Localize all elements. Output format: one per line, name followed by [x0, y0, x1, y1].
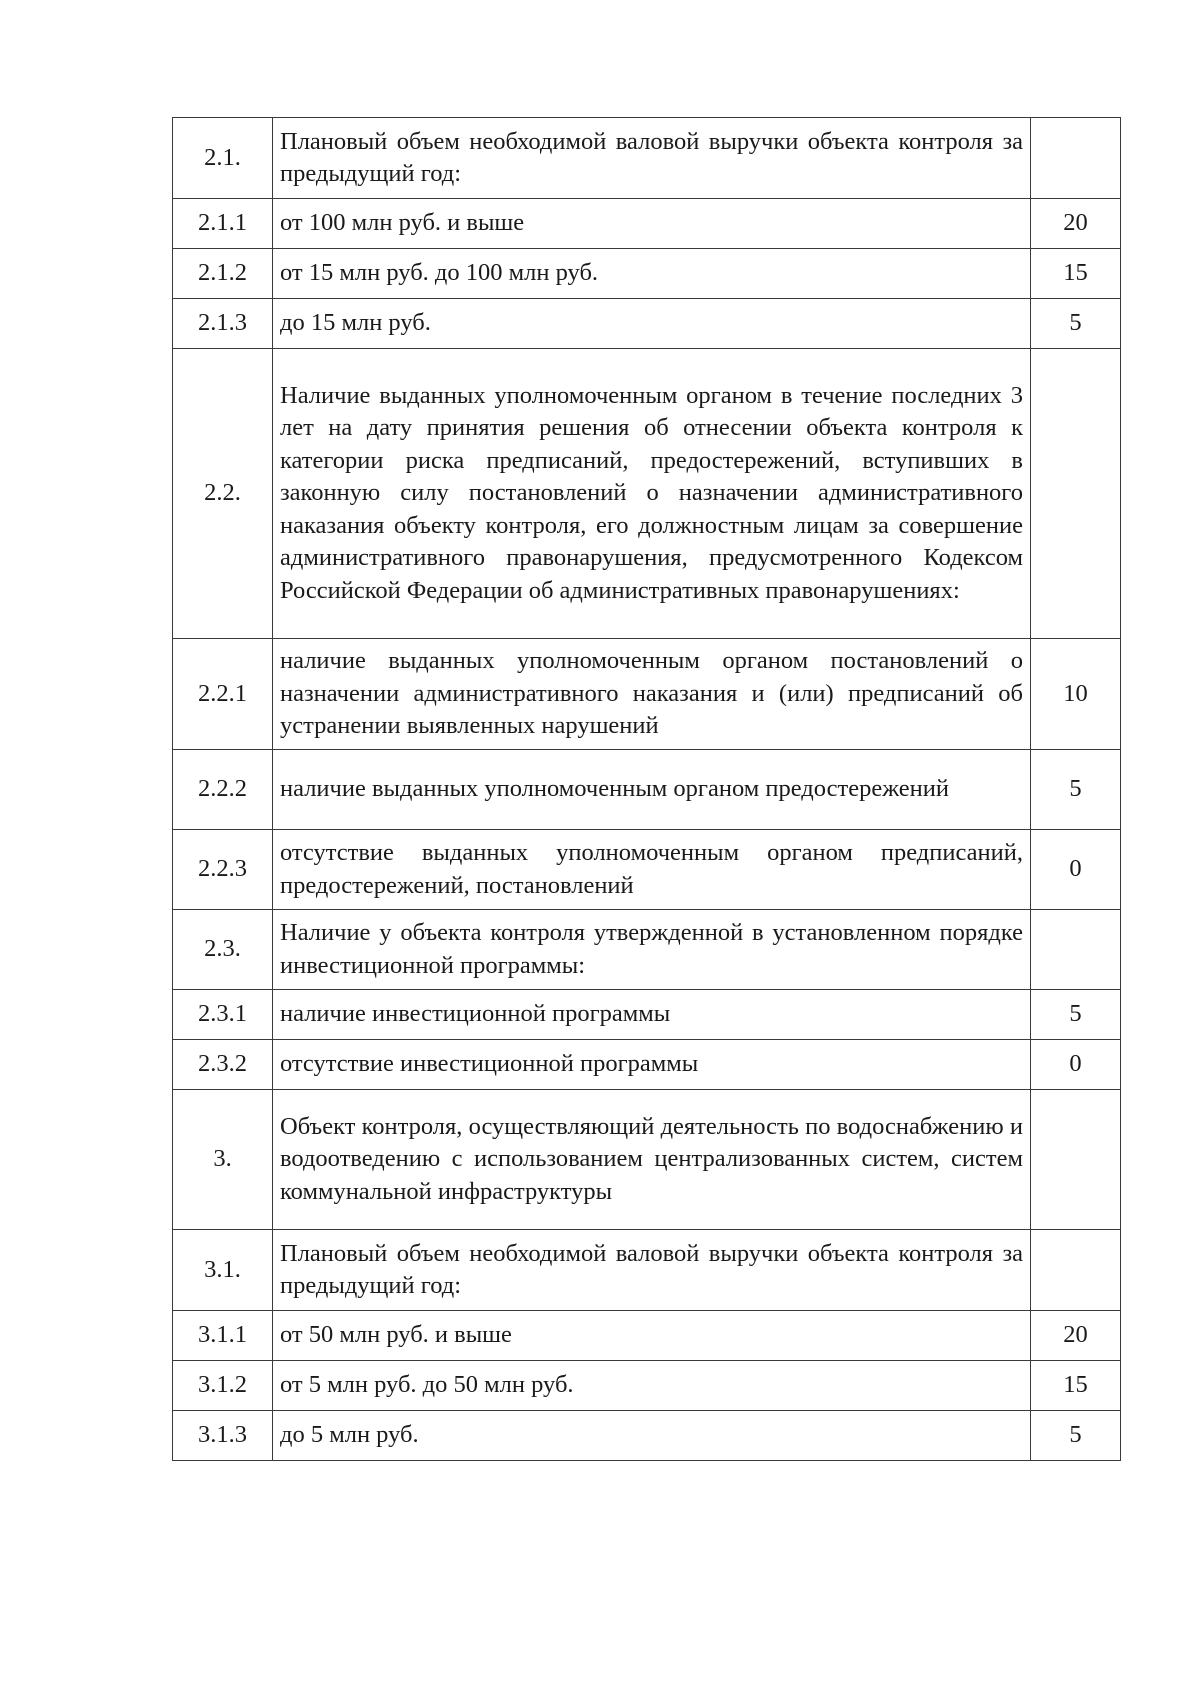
row-text: Наличие выданных уполномоченным органом в течение последних 3 лет на дату принятия решения об отнесении объекта контроля к категории риска предписаний, предостережений, вступивших в законную силу постановлений о назначении административного наказания объекту контроля, его должностным лицам за совершение административного правонарушения, предусмотренного Кодексом Российской Федерации об административных правонарушениях: [273, 349, 1031, 639]
row-number: 2.2.3 [173, 830, 273, 910]
row-score: 5 [1031, 750, 1121, 830]
row-score: 5 [1031, 990, 1121, 1040]
row-number: 3.1.2 [173, 1361, 273, 1411]
row-text: Наличие у объекта контроля утвержденной в установленном порядке инвестиционной программы: [273, 910, 1031, 990]
row-score [1031, 349, 1121, 639]
table-row [173, 118, 1121, 199]
row-score: 5 [1031, 1411, 1121, 1461]
row-score: 15 [1031, 249, 1121, 299]
row-text: от 15 млн руб. до 100 млн руб. [273, 249, 1031, 299]
criteria-table [172, 117, 1121, 1461]
row-number: 2.2. [173, 349, 273, 639]
row-text: от 100 млн руб. и выше [273, 199, 1031, 249]
row-score: 20 [1031, 199, 1121, 249]
row-text: до 5 млн руб. [273, 1411, 1031, 1461]
row-score [1031, 118, 1121, 199]
row-number: 2.3.1 [173, 990, 273, 1040]
row-text: наличие инвестиционной программы [273, 990, 1031, 1040]
row-score [1031, 910, 1121, 990]
table-row [173, 349, 1121, 639]
table-row [173, 639, 1121, 750]
row-score [1031, 1230, 1121, 1311]
table-row [173, 1311, 1121, 1361]
row-text: отсутствие инвестиционной программы [273, 1040, 1031, 1090]
row-score: 0 [1031, 830, 1121, 910]
row-score: 5 [1031, 299, 1121, 349]
row-text: наличие выданных уполномоченным органом предостережений [273, 750, 1031, 830]
row-number: 3.1.3 [173, 1411, 273, 1461]
row-score: 0 [1031, 1040, 1121, 1090]
row-text: отсутствие выданных уполномоченным органом предписаний, предостережений, постановлений [273, 830, 1031, 910]
row-score: 20 [1031, 1311, 1121, 1361]
table-row [173, 1040, 1121, 1090]
row-text: наличие выданных уполномоченным органом постановлений о назначении административного наказания и (или) предписаний об устранении выявленных нарушений [273, 639, 1031, 750]
row-number: 2.1.1 [173, 199, 273, 249]
row-number: 2.1. [173, 118, 273, 199]
table-row [173, 199, 1121, 249]
row-number: 3.1.1 [173, 1311, 273, 1361]
table-row [173, 1361, 1121, 1411]
table-row [173, 299, 1121, 349]
table-row [173, 249, 1121, 299]
row-score: 15 [1031, 1361, 1121, 1411]
row-number: 2.3.2 [173, 1040, 273, 1090]
table-row [173, 990, 1121, 1040]
row-number: 2.2.1 [173, 639, 273, 750]
table-row [173, 830, 1121, 910]
row-score: 10 [1031, 639, 1121, 750]
row-number: 2.2.2 [173, 750, 273, 830]
table-row [173, 1411, 1121, 1461]
row-text: Объект контроля, осуществляющий деятельность по водоснабжению и водоотведению с использованием централизованных систем, систем коммунальной инфраструктуры [273, 1090, 1031, 1230]
row-number: 2.1.3 [173, 299, 273, 349]
row-number: 2.1.2 [173, 249, 273, 299]
row-text: Плановый объем необходимой валовой выручки объекта контроля за предыдущий год: [273, 118, 1031, 199]
table-row [173, 1230, 1121, 1311]
row-number: 3.1. [173, 1230, 273, 1311]
table-row [173, 750, 1121, 830]
row-text: от 50 млн руб. и выше [273, 1311, 1031, 1361]
table-row [173, 910, 1121, 990]
row-score [1031, 1090, 1121, 1230]
row-text: Плановый объем необходимой валовой выручки объекта контроля за предыдущий год: [273, 1230, 1031, 1311]
table-row [173, 1090, 1121, 1230]
row-number: 3. [173, 1090, 273, 1230]
row-text: от 5 млн руб. до 50 млн руб. [273, 1361, 1031, 1411]
row-number: 2.3. [173, 910, 273, 990]
row-text: до 15 млн руб. [273, 299, 1031, 349]
